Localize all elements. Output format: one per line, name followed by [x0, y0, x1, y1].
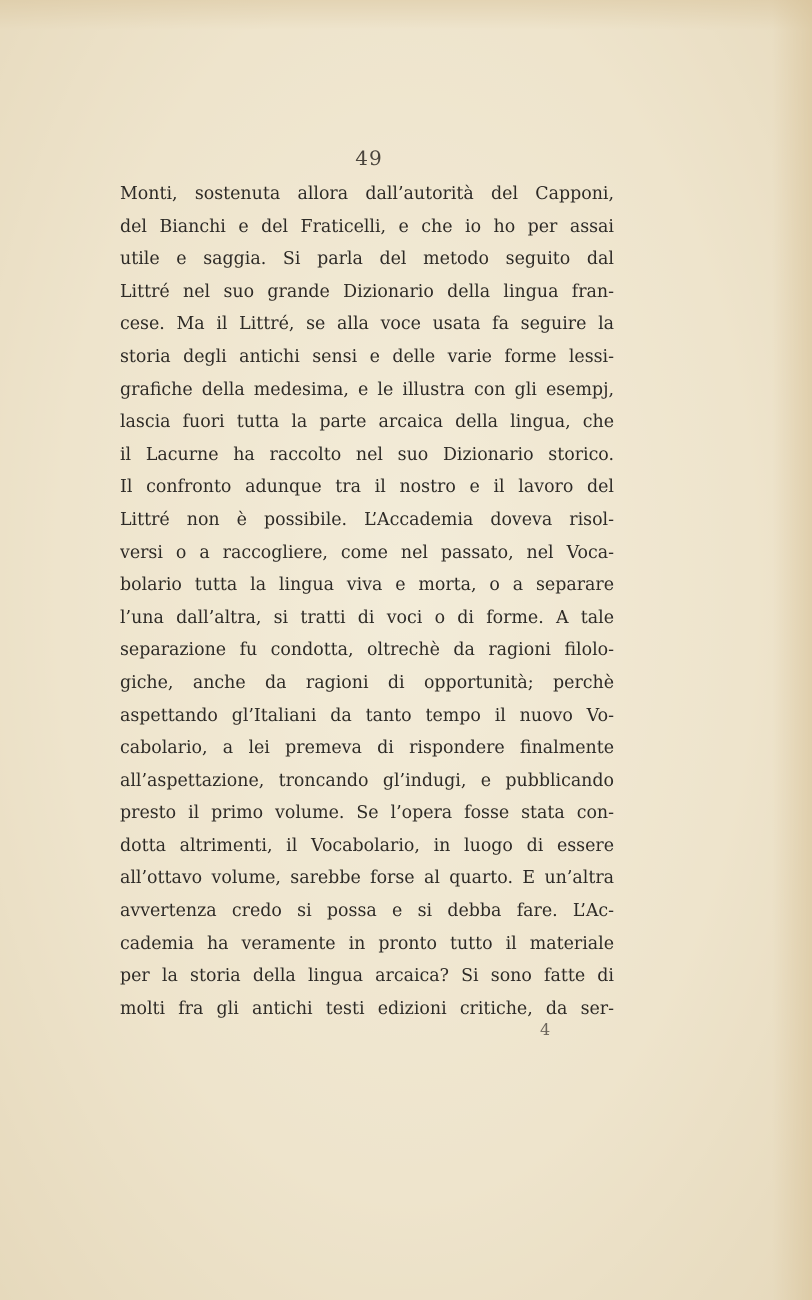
text-line: all’ottavo volume, sarebbe forse al quarto. E un’altra — [120, 868, 614, 889]
text-line: il Lacurne ha raccolto nel suo Dizionario storico. — [120, 444, 614, 465]
text-line: lascia fuori tutta la parte arcaica della lingua, che — [120, 412, 614, 433]
text-line: versi o a raccogliere, come nel passato, nel Voca- — [120, 542, 614, 563]
page-edge-shadow-top — [0, 0, 812, 30]
text-line: giche, anche da ragioni di opportunità; perchè — [120, 672, 614, 693]
text-line: Littré non è possibile. L’Accademia doveva risol- — [120, 509, 614, 530]
page-number: 49 — [355, 146, 383, 170]
text-line: cese. Ma il Littré, se alla voce usata fa seguire la — [120, 314, 614, 335]
text-line: del Bianchi e del Fraticelli, e che io ho per assai — [120, 216, 614, 237]
text-line: cabolario, a lei premeva di rispondere finalmente — [120, 738, 614, 759]
signature-mark: 4 — [540, 1020, 551, 1039]
text-line: Littré nel suo grande Dizionario della lingua fran- — [120, 281, 614, 302]
text-line: presto il primo volume. Se l’opera fosse stata con- — [120, 803, 614, 824]
page-edge-shadow-right — [772, 0, 812, 1300]
text-line: Monti, sostenuta allora dall’autorità del Capponi, — [120, 184, 614, 204]
body-text — [120, 178, 614, 1025]
text-line: bolario tutta la lingua viva e morta, o a separare — [120, 575, 614, 596]
text-line: grafiche della medesima, e le illustra con gli esempj, — [120, 379, 614, 400]
text-line: Il confronto adunque tra il nostro e il lavoro del — [120, 477, 614, 498]
text-line: all’aspettazione, troncando gl’indugi, e pubblicando — [120, 770, 614, 791]
text-line: avvertenza credo si possa e si debba fare. L’Ac- — [120, 901, 614, 922]
text-line: per la storia della lingua arcaica? Si sono fatte di — [120, 966, 614, 987]
text-line: aspettando gl’Italiani da tanto tempo il nuovo Vo- — [120, 705, 614, 726]
text-line: storia degli antichi sensi e delle varie forme lessi- — [120, 346, 614, 367]
text-line: utile e saggia. Si parla del metodo seguito dal — [120, 249, 614, 270]
text-line: cademia ha veramente in pronto tutto il materiale — [120, 933, 614, 954]
text-line: molti fra gli antichi testi edizioni critiche, da ser- — [120, 998, 614, 1019]
text-line: dotta altrimenti, il Vocabolario, in luogo di essere — [120, 835, 614, 856]
text-line: separazione fu condotta, oltrechè da ragioni filolo- — [120, 640, 614, 661]
text-line: l’una dall’altra, si tratti di voci o di forme. A tale — [120, 607, 614, 628]
